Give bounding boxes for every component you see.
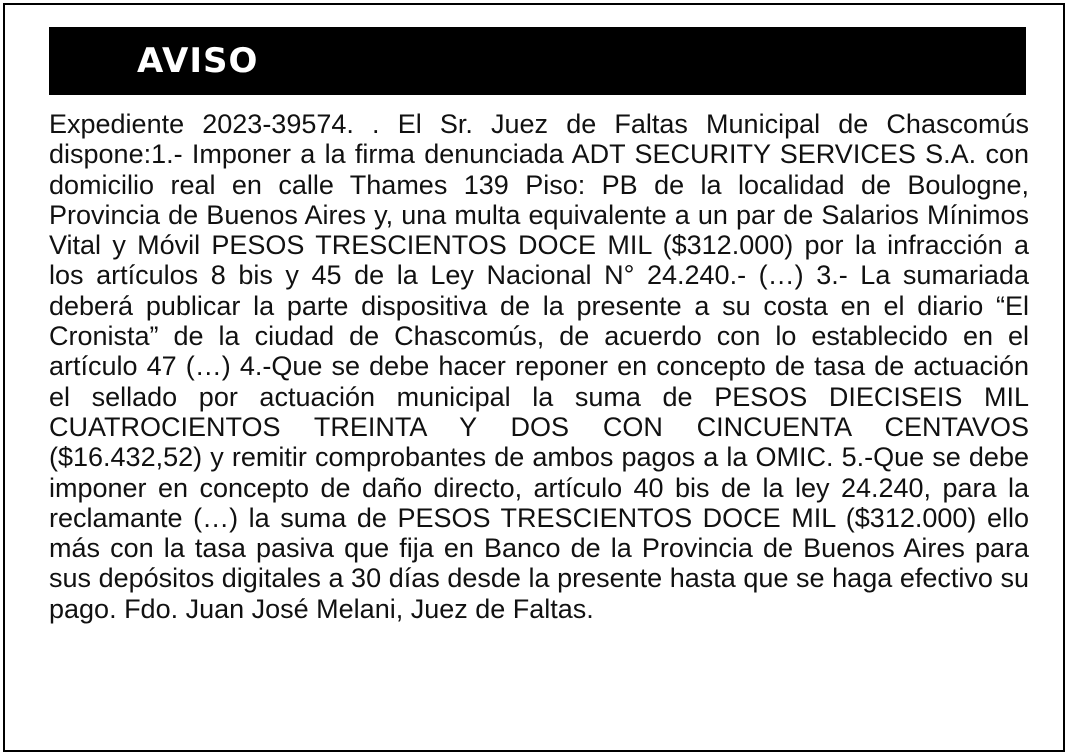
title-bar [49, 27, 1026, 95]
notice-frame [3, 3, 1065, 752]
notice-body: Expediente 2023-39574. . El Sr. Juez de Faltas Municipal de Chascomús dispone:1.- Imponer a la firma denunciada ADT SECURITY SERVICES S.A. con domicilio real en calle Thames 139 Piso: PB de la localidad de Boulogne, Provincia de Buenos Aires y, una multa equivalente a un par de Salarios Mínimos Vital y Móvil PESOS TRESCIENTOS DOCE MIL ($312.000) por la infracción a los artículos 8 bis y 45 de la Ley Nacional N° 24.240.- (…) 3.- La sumariada deberá publicar la parte dispositiva de la presente a su costa en el diario “El Cronista” de la ciudad de Chascomús, de acuerdo con lo establecido en el artículo 47 (…) 4.-Que se debe hacer reponer en concepto de tasa de actuación el sellado por actuación municipal la suma de PESOS DIECISEIS MIL CUATROCIENTOS TREINTA Y DOS CON CINCUENTA CENTAVOS ($16.432,52) y remitir comprobantes de ambos pagos a la OMIC. 5.-Que se debe imponer en concepto de daño directo, artículo 40 bis de la ley 24.240, para la reclamante (…) la suma de PESOS TRESCIENTOS DOCE MIL ($312.000) ello más con la tasa pasiva que fija en Banco de la Provincia de Buenos Aires para sus depósitos digitales a 30 días desde la presente hasta que se haga efectivo su pago. Fdo. Juan José Melani, Juez de Faltas. [49, 109, 1029, 624]
notice-title: AVISO [137, 41, 259, 81]
